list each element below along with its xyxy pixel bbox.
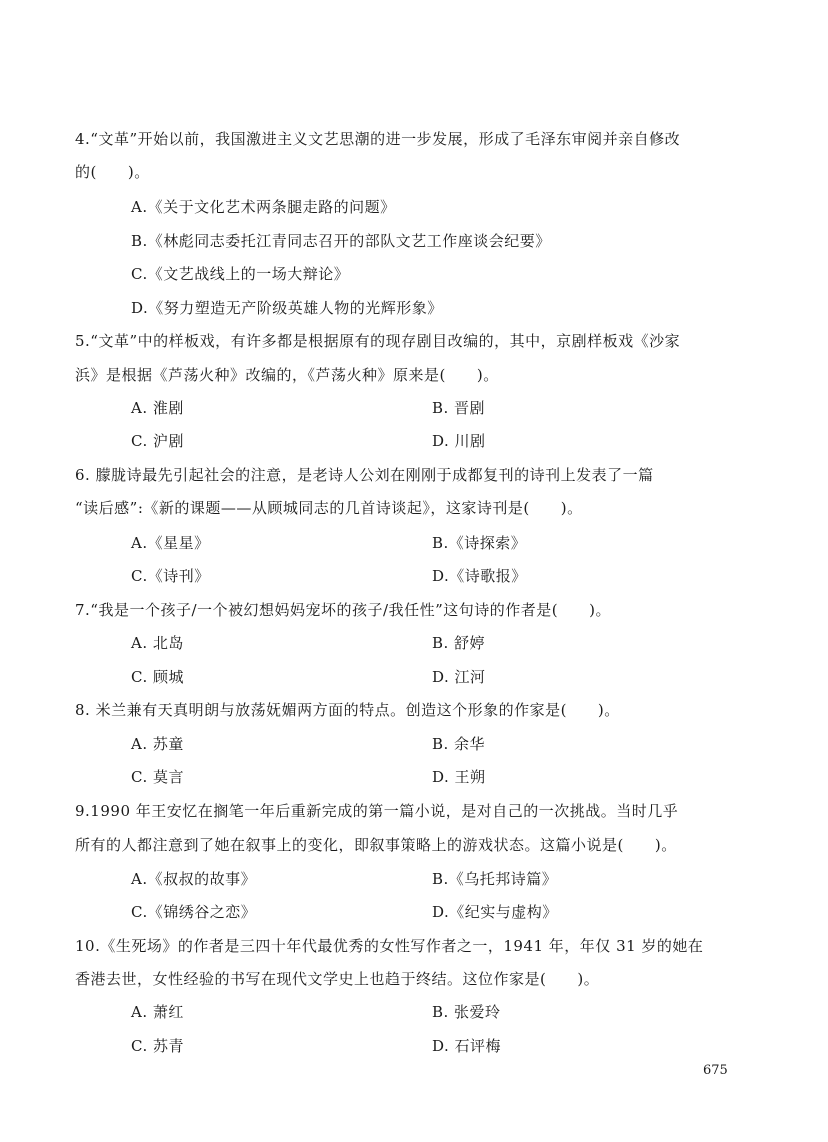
question-8-option-a: A. 苏童 (131, 735, 184, 753)
question-9-line-2: 所有的人都注意到了她在叙事上的变化，即叙事策略上的游戏状态。这篇小说是( )。 (75, 836, 677, 854)
question-5-line-1: 5.“文革”中的样板戏，有许多都是根据原有的现存剧目改编的，其中，京剧样板戏《沙家 (75, 332, 681, 350)
question-6-option-b: B.《诗探索》 (432, 534, 527, 552)
question-10-option-a: A. 萧红 (131, 1003, 184, 1021)
question-6-line-1: 6. 朦胧诗最先引起社会的注意，是老诗人公刘在刚刚于成都复刊的诗刊上发表了一篇 (75, 466, 654, 484)
question-7-option-d: D. 江河 (432, 668, 486, 686)
question-5-line-2: 浜》是根据《芦荡火种》改编的，《芦荡火种》原来是( )。 (75, 366, 499, 384)
question-7-line-1: 7.“我是一个孩子/一个被幻想妈妈宠坏的孩子/我任性”这句诗的作者是( )。 (75, 601, 611, 619)
question-10-line-2: 香港去世，女性经验的书写在现代文学史上也趋于终结。这位作家是( )。 (75, 970, 600, 988)
question-10-option-b: B. 张爱玲 (432, 1003, 501, 1021)
question-9-option-a: A.《叔叔的故事》 (131, 870, 257, 888)
question-9-option-d: D.《纪实与虚构》 (432, 903, 558, 921)
page-number: 675 (703, 1063, 728, 1078)
question-9-option-c: C.《锦绣谷之恋》 (131, 903, 257, 921)
question-8-line-1: 8. 米兰兼有天真明朗与放荡妩媚两方面的特点。创造这个形象的作家是( )。 (75, 701, 620, 719)
question-9-line-1: 9.1990 年王安忆在搁笔一年后重新完成的第一篇小说，是对自己的一次挑战。当时几乎 (75, 802, 679, 820)
question-4-option-d: D.《努力塑造无产阶级英雄人物的光辉形象》 (131, 299, 443, 317)
question-6-option-d: D.《诗歌报》 (432, 567, 527, 585)
question-5-option-a: A. 淮剧 (131, 399, 184, 417)
question-5-option-c: C. 沪剧 (131, 432, 184, 450)
question-5-option-d: D. 川剧 (432, 432, 486, 450)
question-7-option-c: C. 顾城 (131, 668, 184, 686)
question-6-line-2: “读后感”:《新的课题——从顾城同志的几首诗谈起》，这家诗刊是( )。 (75, 499, 583, 517)
question-6-option-c: C.《诗刊》 (131, 567, 210, 585)
question-4-line-1: 4.“文革”开始以前，我国激进主义文艺思潮的进一步发展，形成了毛泽东审阅并亲自修改 (75, 130, 681, 148)
question-9-option-b: B.《乌托邦诗篇》 (432, 870, 558, 888)
question-10-line-1: 10.《生死场》的作者是三四十年代最优秀的女性写作者之一，1941 年，年仅 31 岁的她在 (75, 937, 704, 955)
question-5-option-b: B. 晋剧 (432, 399, 486, 417)
question-10-option-c: C. 苏青 (131, 1037, 184, 1055)
question-8-option-b: B. 余华 (432, 735, 486, 753)
question-6-option-a: A.《星星》 (131, 534, 210, 552)
question-7-option-a: A. 北岛 (131, 634, 184, 652)
question-4-option-a: A.《关于文化艺术两条腿走路的问题》 (131, 198, 396, 216)
question-4-option-b: B.《林彪同志委托江青同志召开的部队文艺工作座谈会纪要》 (131, 232, 551, 250)
question-8-option-c: C. 莫言 (131, 768, 184, 786)
question-8-option-d: D. 王朔 (432, 768, 486, 786)
question-10-option-d: D. 石评梅 (432, 1037, 502, 1055)
question-7-option-b: B. 舒婷 (432, 634, 486, 652)
question-4-line-2: 的( )。 (75, 163, 150, 181)
question-4-option-c: C.《文艺战线上的一场大辩论》 (131, 265, 350, 283)
